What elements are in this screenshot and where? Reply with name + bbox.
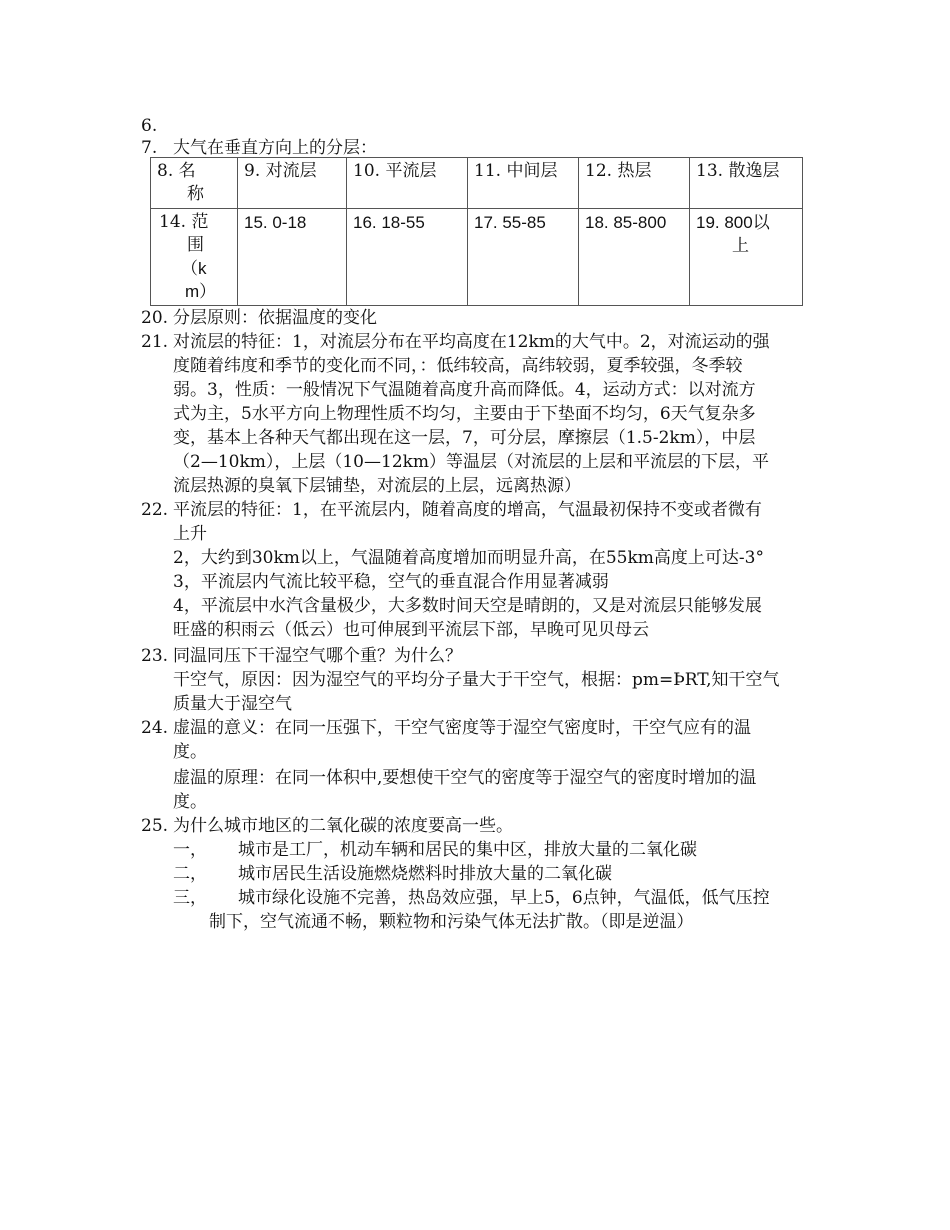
item-21-line: （2—10km），上层（10—12km）等温层（对流层的上层和平流层的下层，平 xyxy=(173,452,770,472)
item-24-line: 虚温的意义：在同一压强下，干空气密度等于湿空气密度时，干空气应有的温 xyxy=(173,718,751,738)
list-item-marker: 三， xyxy=(173,888,207,908)
item-21-line: 弱。3，性质：一般情况下气温随着高度升高而降低。4，运动方式：以对流方 xyxy=(173,380,756,400)
item-22-line: 上升 xyxy=(173,524,207,544)
table-cell-exosphere: 13. 散逸层 xyxy=(690,158,803,209)
item-21-line: 式为主，5水平方向上物理性质不均匀，主要由于下垫面不均匀，6天气复杂多 xyxy=(173,404,756,424)
list-item-marker: 一， xyxy=(173,840,207,860)
item-22-line: 2，大约到30km以上，气温随着高度增加而明显升高，在55km高度上可达-3° xyxy=(173,548,764,568)
item-22-line: 4，平流层中水汽含量极少，大多数时间天空是晴朗的，又是对流层只能够发展 xyxy=(173,596,762,616)
table-row xyxy=(151,158,803,209)
list-item-marker: 二， xyxy=(173,864,207,884)
table-cell-range-stratosphere: 16. 18-55 xyxy=(347,209,468,306)
item-21-line: 流层热源的臭氧下层铺垫，对流层的上层，远离热源） xyxy=(173,476,581,496)
list-item: 城市是工厂，机动车辆和居民的集中区，排放大量的二氧化碳 xyxy=(238,840,697,860)
table-cell-thermosphere: 12. 热层 xyxy=(579,158,690,209)
list-item: 城市居民生活设施燃烧燃料时排放大量的二氧化碳 xyxy=(238,864,612,884)
atmosphere-layers-table xyxy=(150,157,803,306)
list-item-continuation: 制下，空气流通不畅，颗粒物和污染气体无法扩散。（即是逆温） xyxy=(209,912,694,932)
table-row xyxy=(151,209,803,306)
table-cell-range-thermosphere: 18. 85-800 xyxy=(579,209,690,306)
item-20-text: 分层原则：依据温度的变化 xyxy=(173,308,377,328)
item-24-line: 虚温的原理：在同一体积中,要想使干空气的密度等于湿空气的密度时增加的温 xyxy=(173,768,757,788)
list-item: 城市绿化设施不完善，热岛效应强，早上5，6点钟，气温低，低气压控 xyxy=(238,888,770,908)
item-23-line: 同温同压下干湿空气哪个重？为什么？ xyxy=(173,646,462,666)
item-22-line: 平流层的特征：1，在平流层内，随着高度的增高，气温最初保持不变或者微有 xyxy=(173,500,762,520)
item-6-number: 6. xyxy=(141,116,158,136)
item-23-line: 质量大于湿空气 xyxy=(173,694,292,714)
item-23-line: 干空气，原因：因为湿空气的平均分子量大于干空气，根据：pm=ÞRT,知干空气 xyxy=(173,670,780,690)
item-22-line: 3，平流层内气流比较平稳，空气的垂直混合作用显著减弱 xyxy=(173,572,609,592)
table-cell-mesosphere: 11. 中间层 xyxy=(468,158,579,209)
item-21-number: 21. xyxy=(141,332,169,352)
item-20-number: 20. xyxy=(141,308,169,328)
item-23-number: 23. xyxy=(141,646,169,666)
table-cell-name-header: 8. 名 称 xyxy=(151,158,238,209)
item-22-number: 22. xyxy=(141,500,169,520)
table-cell-range-mesosphere: 17. 55-85 xyxy=(468,209,579,306)
item-24-line: 度。 xyxy=(173,742,207,762)
table-cell-range-troposphere: 15. 0-18 xyxy=(238,209,347,306)
item-24-line: 度。 xyxy=(173,792,207,812)
table-cell-stratosphere: 10. 平流层 xyxy=(347,158,468,209)
item-24-number: 24. xyxy=(141,718,169,738)
table-cell-troposphere: 9. 对流层 xyxy=(238,158,347,209)
table-cell-range-exosphere: 19. 800以 上 xyxy=(690,209,803,306)
table-cell-range-header: 14. 范 围 （k m） xyxy=(151,209,238,306)
item-7-number: 7. xyxy=(141,138,158,158)
item-21-line: 对流层的特征：1，对流层分布在平均高度在12km的大气中。2，对流运动的强 xyxy=(173,332,770,352)
item-25-text: 为什么城市地区的二氧化碳的浓度要高一些。 xyxy=(173,816,513,836)
item-25-number: 25. xyxy=(141,816,169,836)
item-7-text: 大气在垂直方向上的分层： xyxy=(173,138,377,158)
item-22-line: 旺盛的积雨云（低云）也可伸展到平流层下部，早晚可见贝母云 xyxy=(173,620,649,640)
item-21-line: 度随着纬度和季节的变化而不同，：低纬较高，高纬较弱，夏季较强，冬季较 xyxy=(173,356,743,376)
item-21-line: 变，基本上各种天气都出现在这一层，7，可分层，摩擦层（1.5-2km），中层 xyxy=(173,428,756,448)
